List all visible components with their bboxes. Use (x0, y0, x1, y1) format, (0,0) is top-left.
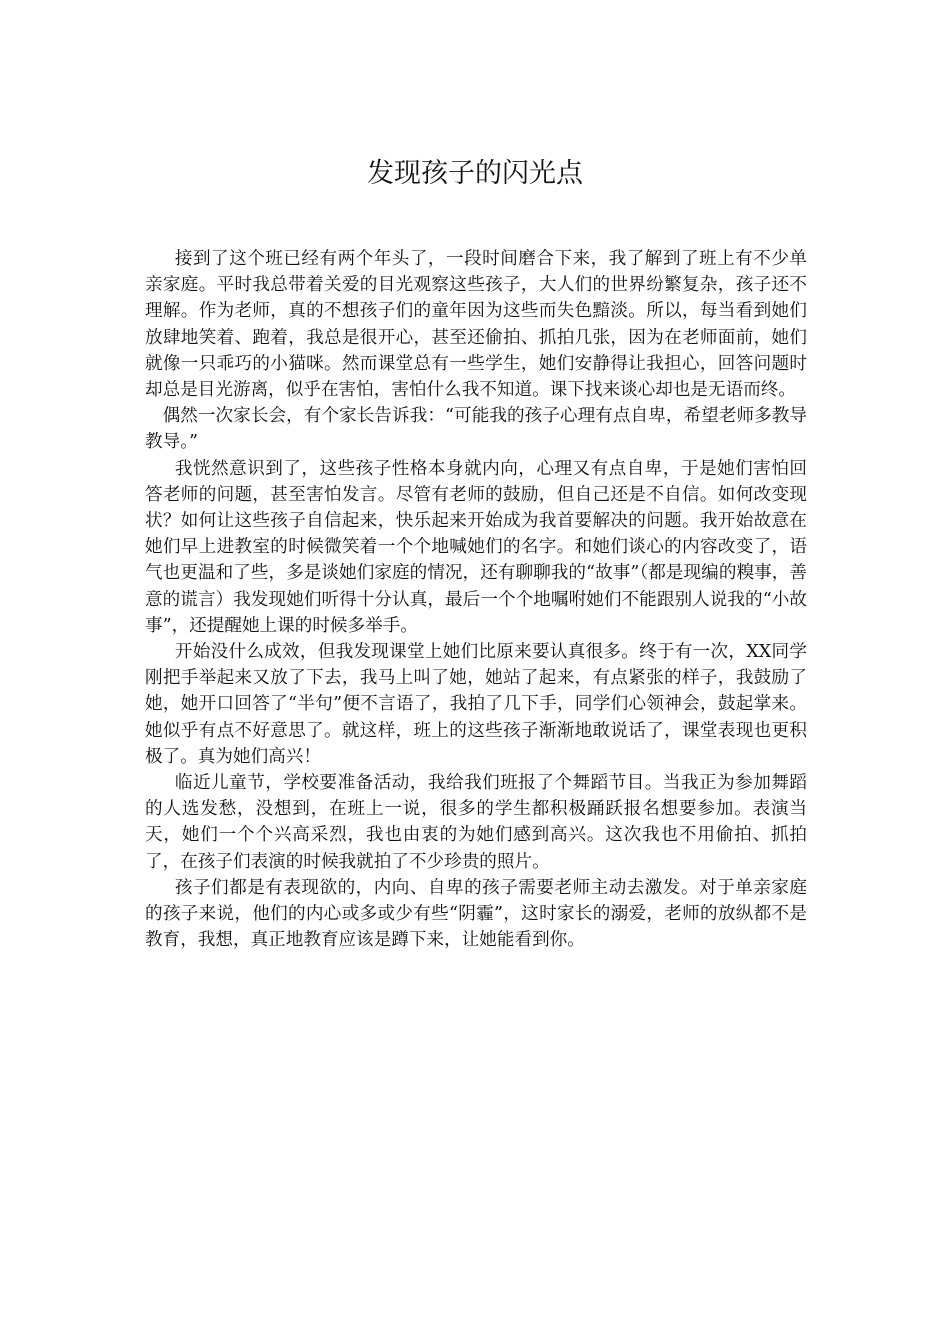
paragraph-4: 开始没什么成效，但我发现课堂上她们比原来要认真很多。终于有一次，XX同学刚把手举起来又放了下去，我马上叫了她，她站了起来，有点紧张的样子，我鼓励了她，她开口回答了“半句”便不言语了，我拍了几下手，同学们心领神会，鼓起掌来。她似乎有点不好意思了。就这样，班上的这些孩子渐渐地敢说话了，课堂表现也更积极了。真为她们高兴！ (145, 642, 807, 767)
paragraph-3: 我恍然意识到了，这些孩子性格本身就内向，心理又有点自卑，于是她们害怕回答老师的问题，甚至害怕发言。尽管有老师的鼓励，但自己还是不自信。如何改变现状？如何让这些孩子自信起来，快乐起来开始成为我首要解决的问题。我开始故意在她们早上进教室的时候微笑着一个个地喊她们的名字。和她们谈心的内容改变了，语气也更温和了些，多是谈她们家庭的情况，还有聊聊我的“故事”（都是现编的糗事，善意的谎言）我发现她们听得十分认真，最后一个个地嘱咐她们不能跟别人说我的“小故事”，还提醒她上课的时候多举手。 (145, 458, 807, 636)
document-body (145, 246, 807, 953)
paragraph-2: 偶然一次家长会，有个家长告诉我：“可能我的孩子心理有点自卑，希望老师多教导教导。” (145, 406, 807, 453)
paragraph-5: 临近儿童节，学校要准备活动，我给我们班报了个舞蹈节目。当我正为参加舞蹈的人选发愁，没想到，在班上一说，很多的学生都积极踊跃报名想要参加。表演当天，她们一个个兴高采烈，我也由衷的为她们感到高兴。这次我也不用偷拍、抓拍了，在孩子们表演的时候我就拍了不少珍贵的照片。 (145, 773, 807, 872)
paragraph-1: 接到了这个班已经有两个年头了，一段时间磨合下来，我了解到了班上有不少单亲家庭。平时我总带着关爱的目光观察这些孩子，大人们的世界纷繁复杂，孩子还不理解。作为老师，真的不想孩子们的童年因为这些而失色黯淡。所以，每当看到她们放肆地笑着、跑着，我总是很开心，甚至还偷拍、抓拍几张，因为在老师面前，她们就像一只乖巧的小猫咪。然而课堂总有一些学生，她们安静得让我担心，回答问题时却总是目光游离，似乎在害怕，害怕什么我不知道。课下找来谈心却也是无语而终。 (145, 249, 807, 401)
paragraph-6: 孩子们都是有表现欲的，内向、自卑的孩子需要老师主动去激发。对于单亲家庭的孩子来说，他们的内心或多或少有些“阴霾”，这时家长的溺爱，老师的放纵都不是教育，我想，真正地教育应该是蹲下来，让她能看到你。 (145, 877, 807, 951)
document-title: 发现孩子的闪光点 (367, 158, 583, 189)
